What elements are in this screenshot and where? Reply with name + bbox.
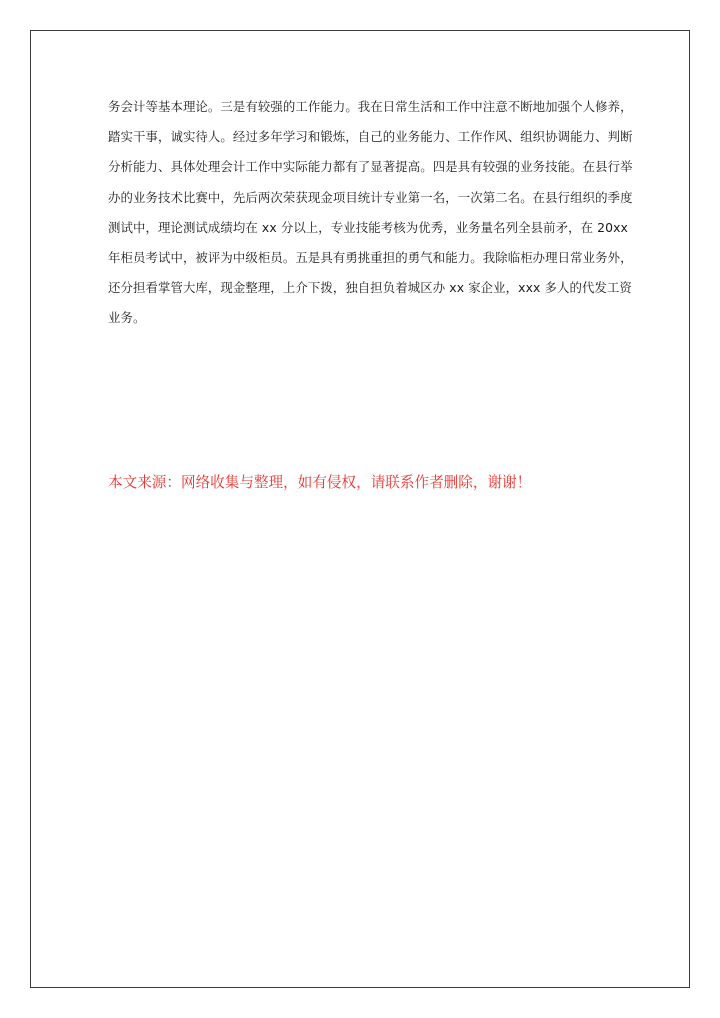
body-line: 办的业务技术比赛中，先后两次荣获现金项目统计专业第一名，一次第二名。在县行组织的季度 (108, 189, 633, 205)
body-line: 测试中，理论测试成绩均在 xx 分以上，专业技能考核为优秀，业务量名列全县前矛，在 20xx (108, 219, 628, 235)
body-line: 年柜员考试中，被评为中级柜员。五是具有勇挑重担的勇气和能力。我除临柜办理日常业务外， (108, 249, 633, 265)
body-paragraph (108, 92, 633, 334)
source-note: 本文来源：网络收集与整理，如有侵权，请联系作者删除，谢谢！ (108, 474, 532, 491)
body-line: 还分担看掌管大库，现金整理，上介下拨，独自担负着城区办 xx 家企业，xxx 多人的代发工资 (108, 280, 632, 296)
body-line: 踏实干事，诚实待人。经过多年学习和锻炼，自己的业务能力、工作作风、组织协调能力、判断 (108, 129, 633, 145)
body-line: 务会计等基本理论。三是有较强的工作能力。我在日常生活和工作中注意不断地加强个人修养， (108, 99, 633, 114)
body-line: 业务。 (108, 310, 146, 326)
body-line: 分析能力、具体处理会计工作中实际能力都有了显著提高。四是具有较强的业务技能。在县行举 (108, 159, 633, 175)
